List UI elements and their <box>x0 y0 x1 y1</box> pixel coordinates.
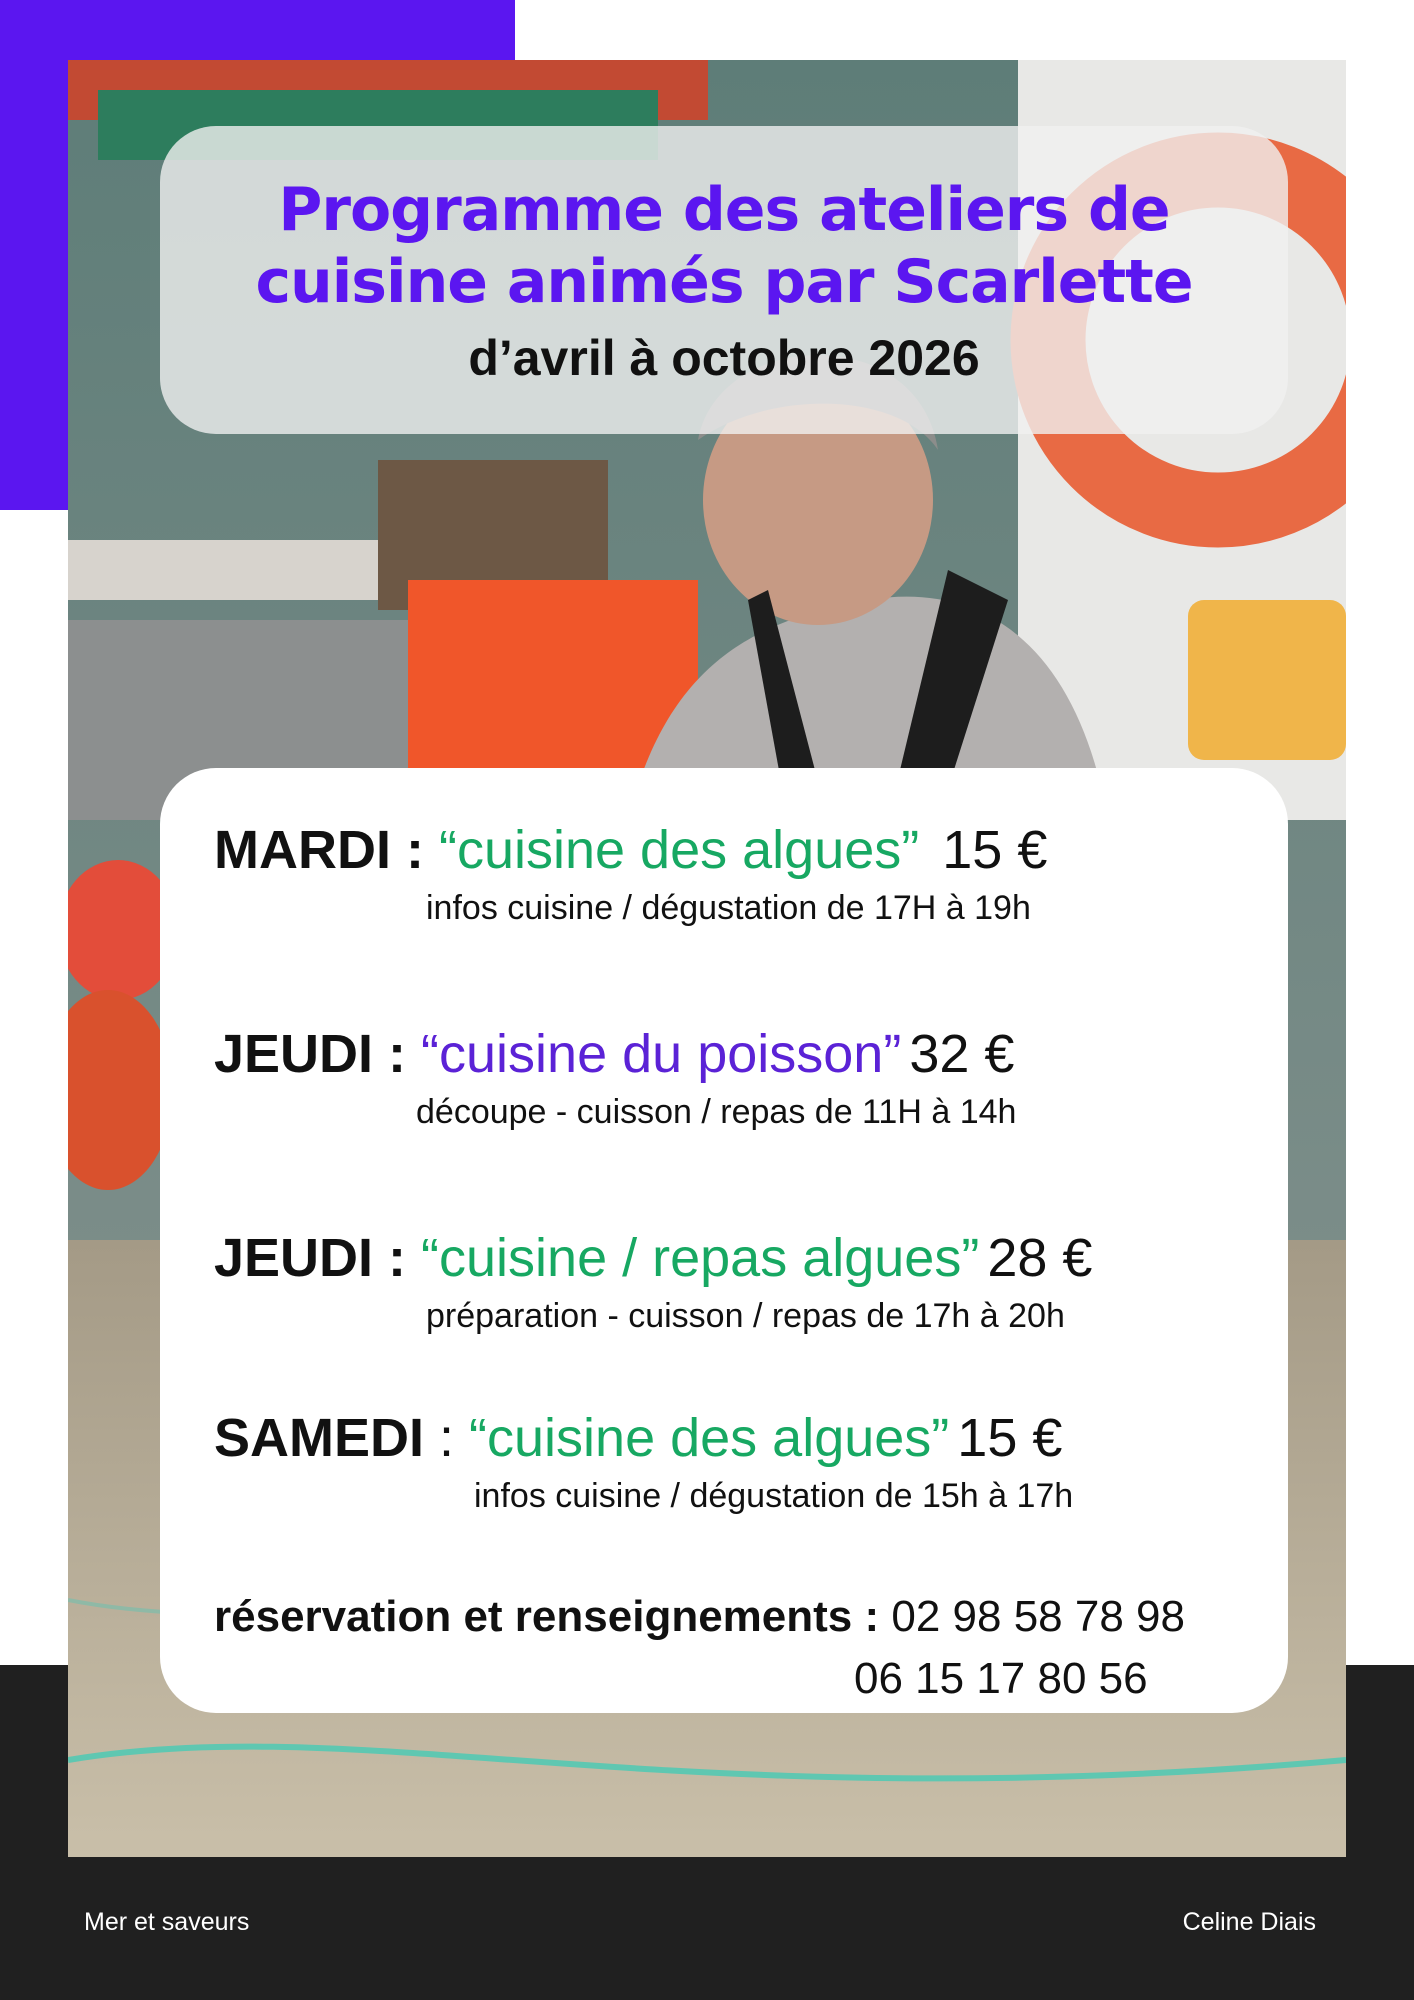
entry-detail: préparation - cuisson / repas de 17h à 20h <box>426 1297 1065 1335</box>
entry-price: 15 € <box>957 1408 1063 1468</box>
phone-number-2: 06 15 17 80 56 <box>854 1654 1148 1703</box>
entry-day: SAMEDI <box>214 1408 425 1468</box>
entry-day: MARDI <box>214 820 391 880</box>
schedule-entry-thursday-seaweed <box>214 1226 1092 1336</box>
entry-heading <box>214 1022 1016 1086</box>
entry-detail: infos cuisine / dégustation de 17H à 19h <box>426 889 1031 927</box>
entry-workshop: “cuisine des algues” <box>469 1408 950 1468</box>
footer-author: Celine Diais <box>1182 1908 1316 1936</box>
title-line-2: cuisine animés par Scarlette <box>255 247 1193 317</box>
entry-heading <box>214 818 1047 882</box>
schedule-entry-saturday <box>214 1406 1073 1516</box>
entry-heading <box>214 1406 1073 1470</box>
entry-separator: : <box>373 1024 422 1084</box>
title-box <box>160 126 1288 434</box>
entry-workshop: “cuisine du poisson” <box>421 1024 902 1084</box>
entry-day: JEUDI <box>214 1024 374 1084</box>
title-line-1: Programme des ateliers de <box>278 175 1170 245</box>
entry-price: 15 € <box>927 820 1048 880</box>
footer-brand: Mer et saveurs <box>84 1908 250 1936</box>
entry-workshop: “cuisine / repas algues” <box>421 1228 980 1288</box>
entry-price: 32 € <box>909 1024 1015 1084</box>
entry-detail: découpe - cuisson / repas de 11H à 14h <box>416 1093 1017 1131</box>
contact-label: réservation et renseignements : <box>214 1592 880 1641</box>
contact-block <box>214 1588 1185 1708</box>
phone-number-1: 02 98 58 78 98 <box>891 1592 1185 1641</box>
page-title <box>160 174 1288 318</box>
entry-separator: : <box>424 1408 470 1468</box>
entry-separator: : <box>373 1228 422 1288</box>
entry-separator: : <box>390 820 439 880</box>
entry-workshop: “cuisine des algues” <box>438 820 920 880</box>
entry-day: JEUDI <box>214 1228 374 1288</box>
entry-heading <box>214 1226 1092 1290</box>
entry-price: 28 € <box>987 1228 1093 1288</box>
entry-detail: infos cuisine / dégustation de 15h à 17h <box>474 1477 1074 1515</box>
schedule-entry-thursday-fish <box>214 1022 1016 1132</box>
schedule-entry-tuesday <box>214 818 1047 928</box>
schedule-card <box>160 768 1288 1713</box>
page-subtitle: d’avril à octobre 2026 <box>468 330 980 386</box>
